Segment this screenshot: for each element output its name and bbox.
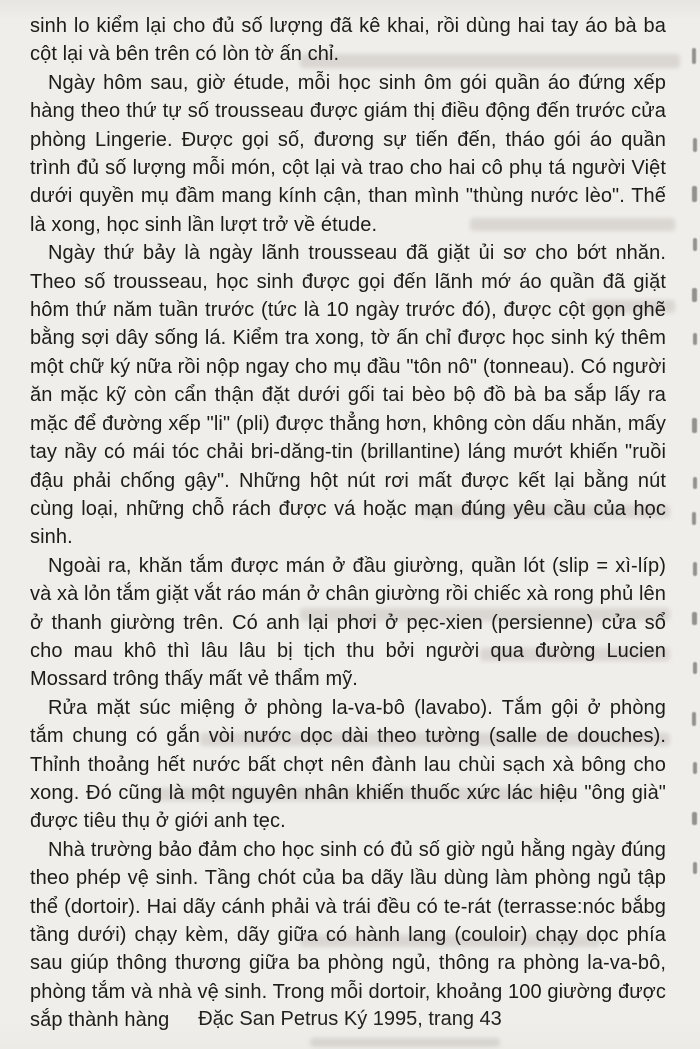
scan-edge-artifact [693,562,697,576]
scan-edge-artifact [692,812,697,825]
scan-edge-artifact [693,238,697,251]
paragraph: Rửa mặt súc miệng ở phòng la-va-bô (lavabo). Tắm gội ở phòng tắm chung có gắn vòi nước dọc dài theo tường (salle de douches). Thỉnh thoảng hết nước bất chợt nên đành lau chùi sạch xà bông cho xong. Đó cũng là một nguyên nhân khiến thuốc xức lác hiệu "ông già" được tiêu thụ ở giới anh tẹc. [30,696,666,833]
scan-edge-artifact [692,512,696,525]
bleed-through-artifact [310,1038,500,1047]
scan-edge-artifact [692,712,696,726]
scan-edge-artifact [693,862,697,874]
scan-edge-artifact [692,612,697,625]
scan-edge-artifact [693,762,697,774]
scan-edge-artifact [693,477,697,489]
scan-edge-artifact [692,288,697,302]
scan-edge-artifact [692,48,696,64]
scan-edge-artifact [692,186,697,202]
scan-edge-artifact [693,333,697,345]
paragraph: Nhà trường bảo đảm cho học sinh có đủ số giờ ngủ hằng ngày đúng theo phép vệ sinh. Tầng chót của ba dãy lầu dùng làm phòng ngủ tập thể (dortoir). Hai dãy cánh phải và trái đều có te-rát (terrasse:nóc bắbg tầng dưới) chạy kèm, dãy giữa có hành lang (couloir) chạy dọc phía sau giúp thông thương giữa ba phòng ngủ, thông ra phòng la-va-bô, phòng tắm và nhà vệ sinh. Trong mỗi dortoir, khoảng 100 giường được sắp thành hàng [30,838,666,1032]
paragraph: Ngày hôm sau, giờ étude, mỗi học sinh ôm gói quần áo đứng xếp hàng theo thứ tự số trousseau được giám thị điều động đến trước cửa phòng Lingerie. Được gọi số, đương sự tiến đến, tháo gói áo quần trình đủ số lượng mỗi món, cột lại và trao cho hai cô phụ tá người Việt dưới quyền mụ đầm mang kính cận, than mình "thùng nước lèo". Thế là xong, học sinh lần lượt trở về étude. [30,71,666,236]
document-body [30,12,666,1035]
paragraph: Ngày thứ bảy là ngày lãnh trousseau đã giặt ủi sơ cho bớt nhăn. Theo số trousseau, học sinh được gọi đến lãnh mớ áo quần đã giặt hôm thứ năm tuần trước (tức là 10 ngày trước đó), được cột gọn ghẽ bằng sợi dây sống lá. Kiểm tra xong, tờ ấn chỉ được học sinh ký thêm một chữ ký nữa rồi nộp ngay cho mụ đầu "tôn nô" (tonneau). Có người ăn mặc kỹ còn cẩn thận đặt dưới gối tai bèo bộ đồ bà ba sắp lấy ra mặc để đường xếp "li" (pli) được thẳng hơn, không còn dấu nhăn, mấy tay nầy có mái tóc chải bri-dăng-tin (brillantine) láng mướt khiến "ruồi đậu phải chống gậy". Những hột nút rơi mất được kết lại bằng nút cùng loại, những chỗ rách được vá hoặc mạn đúng yêu cầu của học sinh. [30,242,666,549]
page-footer: Đặc San Petrus Ký 1995, trang 43 [198,1008,502,1030]
scan-edge-artifact [693,138,697,152]
paragraph: sinh lo kiểm lại cho đủ số lượng đã kê khai, rồi dùng hai tay áo bà ba cột lại và bên trên có lòn tờ ấn chỉ. [30,15,666,66]
paragraph: Ngoài ra, khăn tắm được mán ở đầu giường, quần lót (slip = xì-líp) và xà lỏn tắm giặt vắt ráo mán ở chân giường rồi chiếc xà rong phủ lên ở thanh giường trên. Có anh lại phơi ở pẹc-xien (persienne) cửa sổ cho mau khô thì lâu lâu bị tịch thu bởi người qua đường Lucien Mossard trông thấy mất vẻ thẩm mỹ. [30,554,666,691]
scan-edge-artifact [693,662,697,674]
scan-edge-artifact [692,418,697,433]
